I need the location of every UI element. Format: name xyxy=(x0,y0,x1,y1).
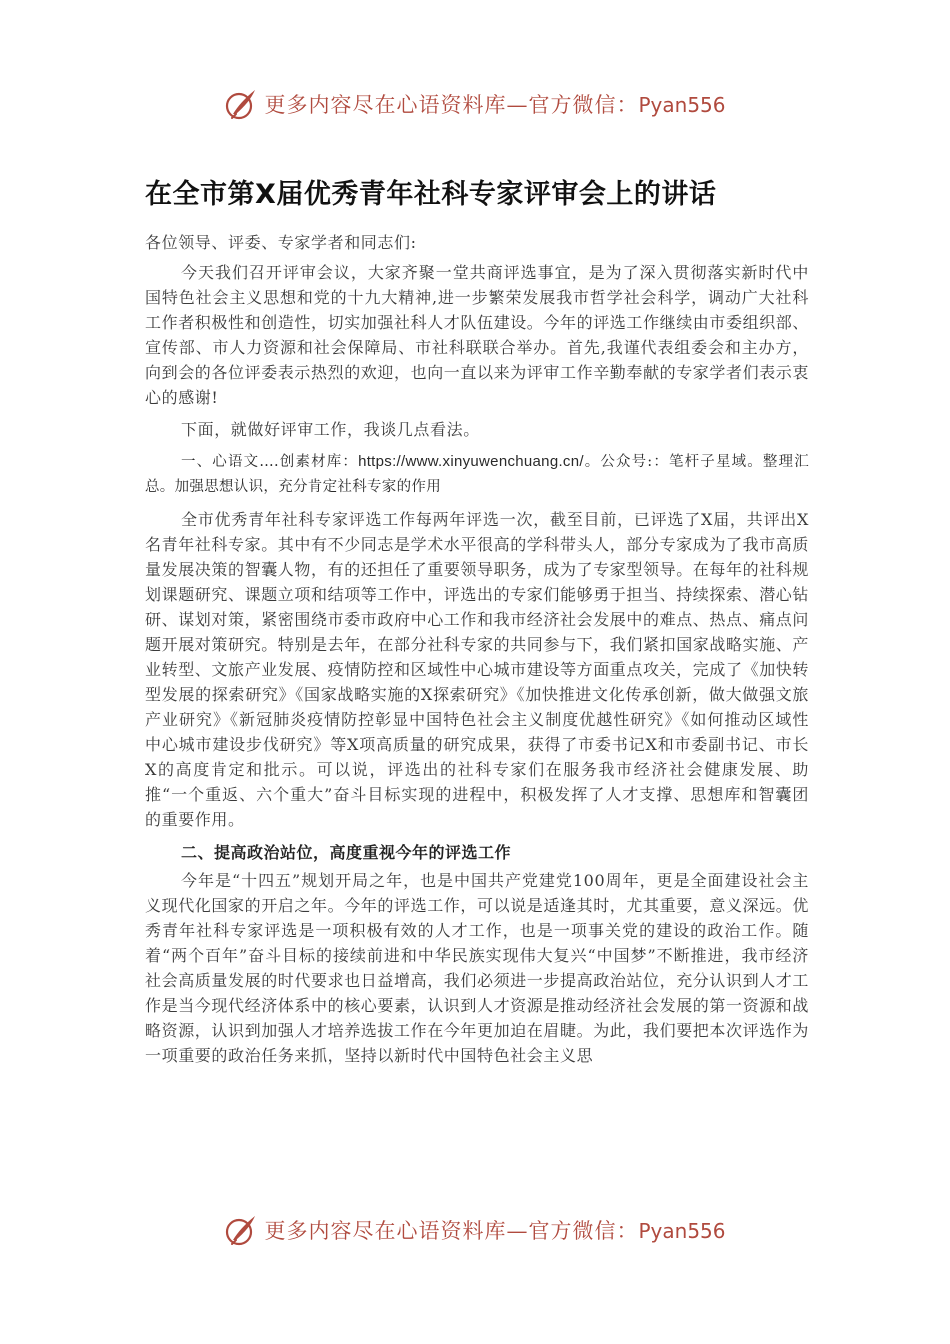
header-banner xyxy=(0,82,950,126)
wechat-id: Pyan556 xyxy=(638,1219,726,1243)
greeting: 各位领导、评委、专家学者和同志们: xyxy=(145,233,417,252)
banner-main-text: 更多内容尽在心语资料库—官方微信： xyxy=(264,1219,639,1243)
paragraph-1: 今天我们召开评审会议，大家齐聚一堂共商评选事宜，是为了深入贯彻落实新时代中国特色社会主义思想和党的十九大精神,进一步繁荣发展我市哲学社会科学，调动广大社科工作者积极性和创造性，切实加强社科人才队伍建设。今年的评选工作继续由市委组织部、宣传部、市人力资源和社会保障局、市社科联联合举办。首先,我谨代表组委会和主办方，向到会的各位评委表示热烈的欢迎，也向一直以来为评审工作辛勤奉献的专家学者们表示衷心的感谢! xyxy=(145,263,810,407)
document-body xyxy=(145,230,809,1068)
quill-pen-logo-icon xyxy=(224,1213,258,1247)
section-1-heading xyxy=(145,449,809,500)
document-title: 在全市第X届优秀青年社科专家评审会上的讲话 xyxy=(145,179,717,210)
section-2-heading: 二、提高政治站位，高度重视今年的评选工作 xyxy=(181,843,512,862)
banner-main-text: 更多内容尽在心语资料库—官方微信： xyxy=(264,93,639,117)
footer-banner xyxy=(0,1208,950,1252)
wechat-id: Pyan556 xyxy=(638,93,726,117)
paragraph-2: 下面，就做好评审工作，我谈几点看法。 xyxy=(181,420,480,439)
banner-text xyxy=(264,1215,725,1245)
paragraph-4: 今年是“十四五”规划开局之年，也是中国共产党建党100周年，更是全面建设社会主义现代化国家的开启之年。今年的评选工作，可以说是适逢其时，尤其重要，意义深远。优秀青年社科专家评选是一项积极有效的人才工作，也是一项事关党的建设的政治工作。随着“两个百年”奋斗目标的接续前进和中华民族实现伟大复兴“中国梦”不断推进，我市经济社会高质量发展的时代要求也日益增高，我们必须进一步提高政治站位，充分认识到人才工作是当今现代经济体系中的核心要素，认识到人才资源是推动经济社会发展的第一资源和战略资源，认识到加强人才培养选拔工作在今年更加迫在眉睫。为此，我们要把本次评选作为一项重要的政治任务来抓，坚持以新时代中国特色社会主义思 xyxy=(145,871,810,1065)
banner-text xyxy=(264,89,725,119)
section-1-prefix: 一、心语文….创素材库： xyxy=(181,454,359,470)
source-link[interactable]: https://www.xinyuwenchuang.cn/ xyxy=(358,453,584,470)
quill-pen-logo-icon xyxy=(224,87,258,121)
paragraph-3: 全市优秀青年社科专家评选工作每两年评选一次，截至目前，已评选了X届，共评出X名青年社科专家。其中有不少同志是学术水平很高的学科带头人，部分专家成为了我市高质量发展决策的智囊人物，有的还担任了重要领导职务，成为了专家型领导。在每年的社科规划课题研究、课题立项和结项等工作中，评选出的专家们能够勇于担当、持续探索、潜心钻研、谋划对策，紧密围绕市委市政府中心工作和我市经济社会发展中的难点、热点、痛点问题开展对策研究。特别是去年，在部分社科专家的共同参与下，我们紧扣国家战略实施、产业转型、文旅产业发展、疫情防控和区域性中心城市建设等方面重点攻关，完成了《加快转型发展的探索研究》《国家战略实施的X探索研究》《加快推进文化传承创新，做大做强文旅产业研究》《新冠肺炎疫情防控彰显中国特色社会主义制度优越性研究》《如何推动区域性中心城市建设步伐研究》等X项高质量的研究成果，获得了市委书记X和市委副书记、市长X的高度肯定和批示。可以说，评选出的社科专家们在服务我市经济社会健康发展、助推“一个重返、六个重大”奋斗目标实现的进程中，积极发挥了人才支撑、思想库和智囊团的重要作用。 xyxy=(145,510,810,829)
section-1-suffix: 。公众号:：笔杆子星域。整理汇总。加强思想认识，充分肯定社科专家的作用 xyxy=(145,454,809,495)
